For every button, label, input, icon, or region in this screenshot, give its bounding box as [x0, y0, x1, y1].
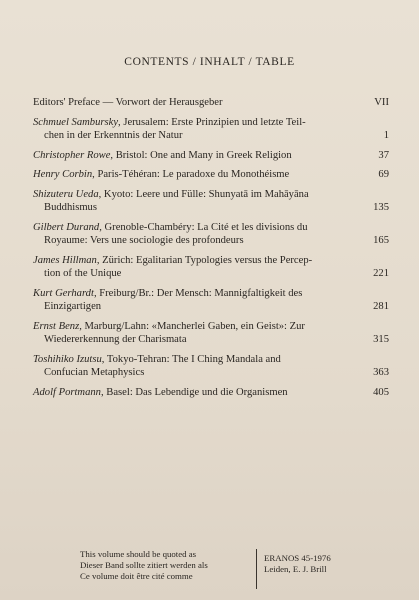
page-number: VII	[374, 97, 389, 108]
page-number: 69	[378, 169, 389, 180]
toc-entry	[33, 287, 389, 320]
entry-title-continued: Wiedererkennung der Charismata	[44, 334, 187, 345]
entry-title-continued: Confucian Metaphysics	[44, 367, 145, 378]
page-number: 405	[373, 386, 389, 398]
toc-entry	[33, 188, 389, 221]
entry-title: , Paris-Téhéran: Le paradoxe du Monothéisme	[92, 169, 290, 180]
page-number: 281	[373, 301, 389, 312]
entry-title: , Marburg/Lahn: «Mancherlei Gaben, ein Geist»: Zur	[79, 320, 305, 332]
citation-line-en: This volume should be quoted as	[80, 549, 197, 559]
entry-title: , Kyoto: Leere und Fülle: Shunyatā im Mahāyāna	[98, 188, 309, 200]
citation-instructions	[80, 549, 250, 582]
page-number: 363	[373, 367, 389, 378]
citation-reference	[264, 553, 384, 575]
toc-entry	[33, 386, 389, 406]
entry-author: James Hillman	[33, 254, 97, 266]
toc-entry	[33, 353, 389, 386]
entry-title: , Basel: Das Lebendige und die Organismen	[100, 386, 288, 398]
toc-entry	[33, 168, 389, 188]
page-number: 1	[383, 130, 389, 141]
citation-line-de: Dieser Band sollte zitiert werden als	[80, 560, 208, 570]
entry-author: Toshihiko Izutsu	[33, 353, 102, 365]
entry-title-continued: Buddhismus	[44, 202, 97, 213]
entry-author: Ernst Benz	[33, 320, 80, 332]
entry-title: , Bristol: One and Many in Greek Religion	[110, 149, 292, 161]
entry-author: Adolf Portmann	[33, 386, 101, 398]
entry-title: , Grenoble-Chambéry: La Cité et les divisions du	[99, 221, 308, 233]
entry-author: Kurt Gerhardt	[33, 287, 94, 299]
page-number: 221	[373, 268, 389, 279]
entry-author: Shizuteru Ueda	[33, 188, 99, 200]
entry-author: Henry Corbin	[33, 169, 93, 180]
toc-entry	[33, 254, 389, 287]
toc-entry	[33, 116, 389, 149]
citation-title: ERANOS 45-1976	[264, 553, 331, 563]
citation-publisher: Leiden, E. J. Brill	[264, 564, 327, 574]
page-number: 135	[373, 202, 389, 213]
entry-title-continued: Royaume: Vers une sociologie des profondeurs	[44, 235, 244, 246]
entry-title: , Jerusalem: Erste Prinzipien und letzte Teil-	[118, 116, 306, 128]
page-number: 165	[373, 235, 389, 246]
entry-author: Gilbert Durand	[33, 221, 100, 233]
citation-line-fr: Ce volume doit être cité comme	[80, 571, 193, 581]
entry-title-continued: chen in der Erkenntnis der Natur	[44, 130, 183, 141]
table-of-contents	[33, 96, 389, 405]
page-number: 315	[373, 334, 389, 345]
entry-title: Editors' Preface — Vorwort der Herausgeber	[33, 97, 223, 108]
entry-title: , Tokyo-Tehran: The I Ching Mandala and	[101, 353, 281, 365]
footer-divider	[256, 549, 257, 589]
entry-title-continued: tion of the Unique	[44, 268, 122, 279]
toc-entry	[33, 320, 389, 353]
entry-title: , Freiburg/Br.: Der Mensch: Mannigfaltigkeit des	[93, 287, 303, 299]
entry-author: Schmuel Sambursky	[33, 116, 119, 128]
entry-author: Christopher Rowe	[33, 149, 111, 161]
toc-entry	[33, 149, 389, 169]
page-heading: CONTENTS / INHALT / TABLE	[124, 56, 295, 68]
page-number: 37	[378, 149, 389, 161]
entry-title: , Zürich: Egalitarian Typologies versus the Percep-	[96, 254, 313, 266]
toc-entry	[33, 221, 389, 254]
entry-title-continued: Einzigartigen	[44, 301, 102, 312]
toc-entry	[33, 96, 389, 116]
